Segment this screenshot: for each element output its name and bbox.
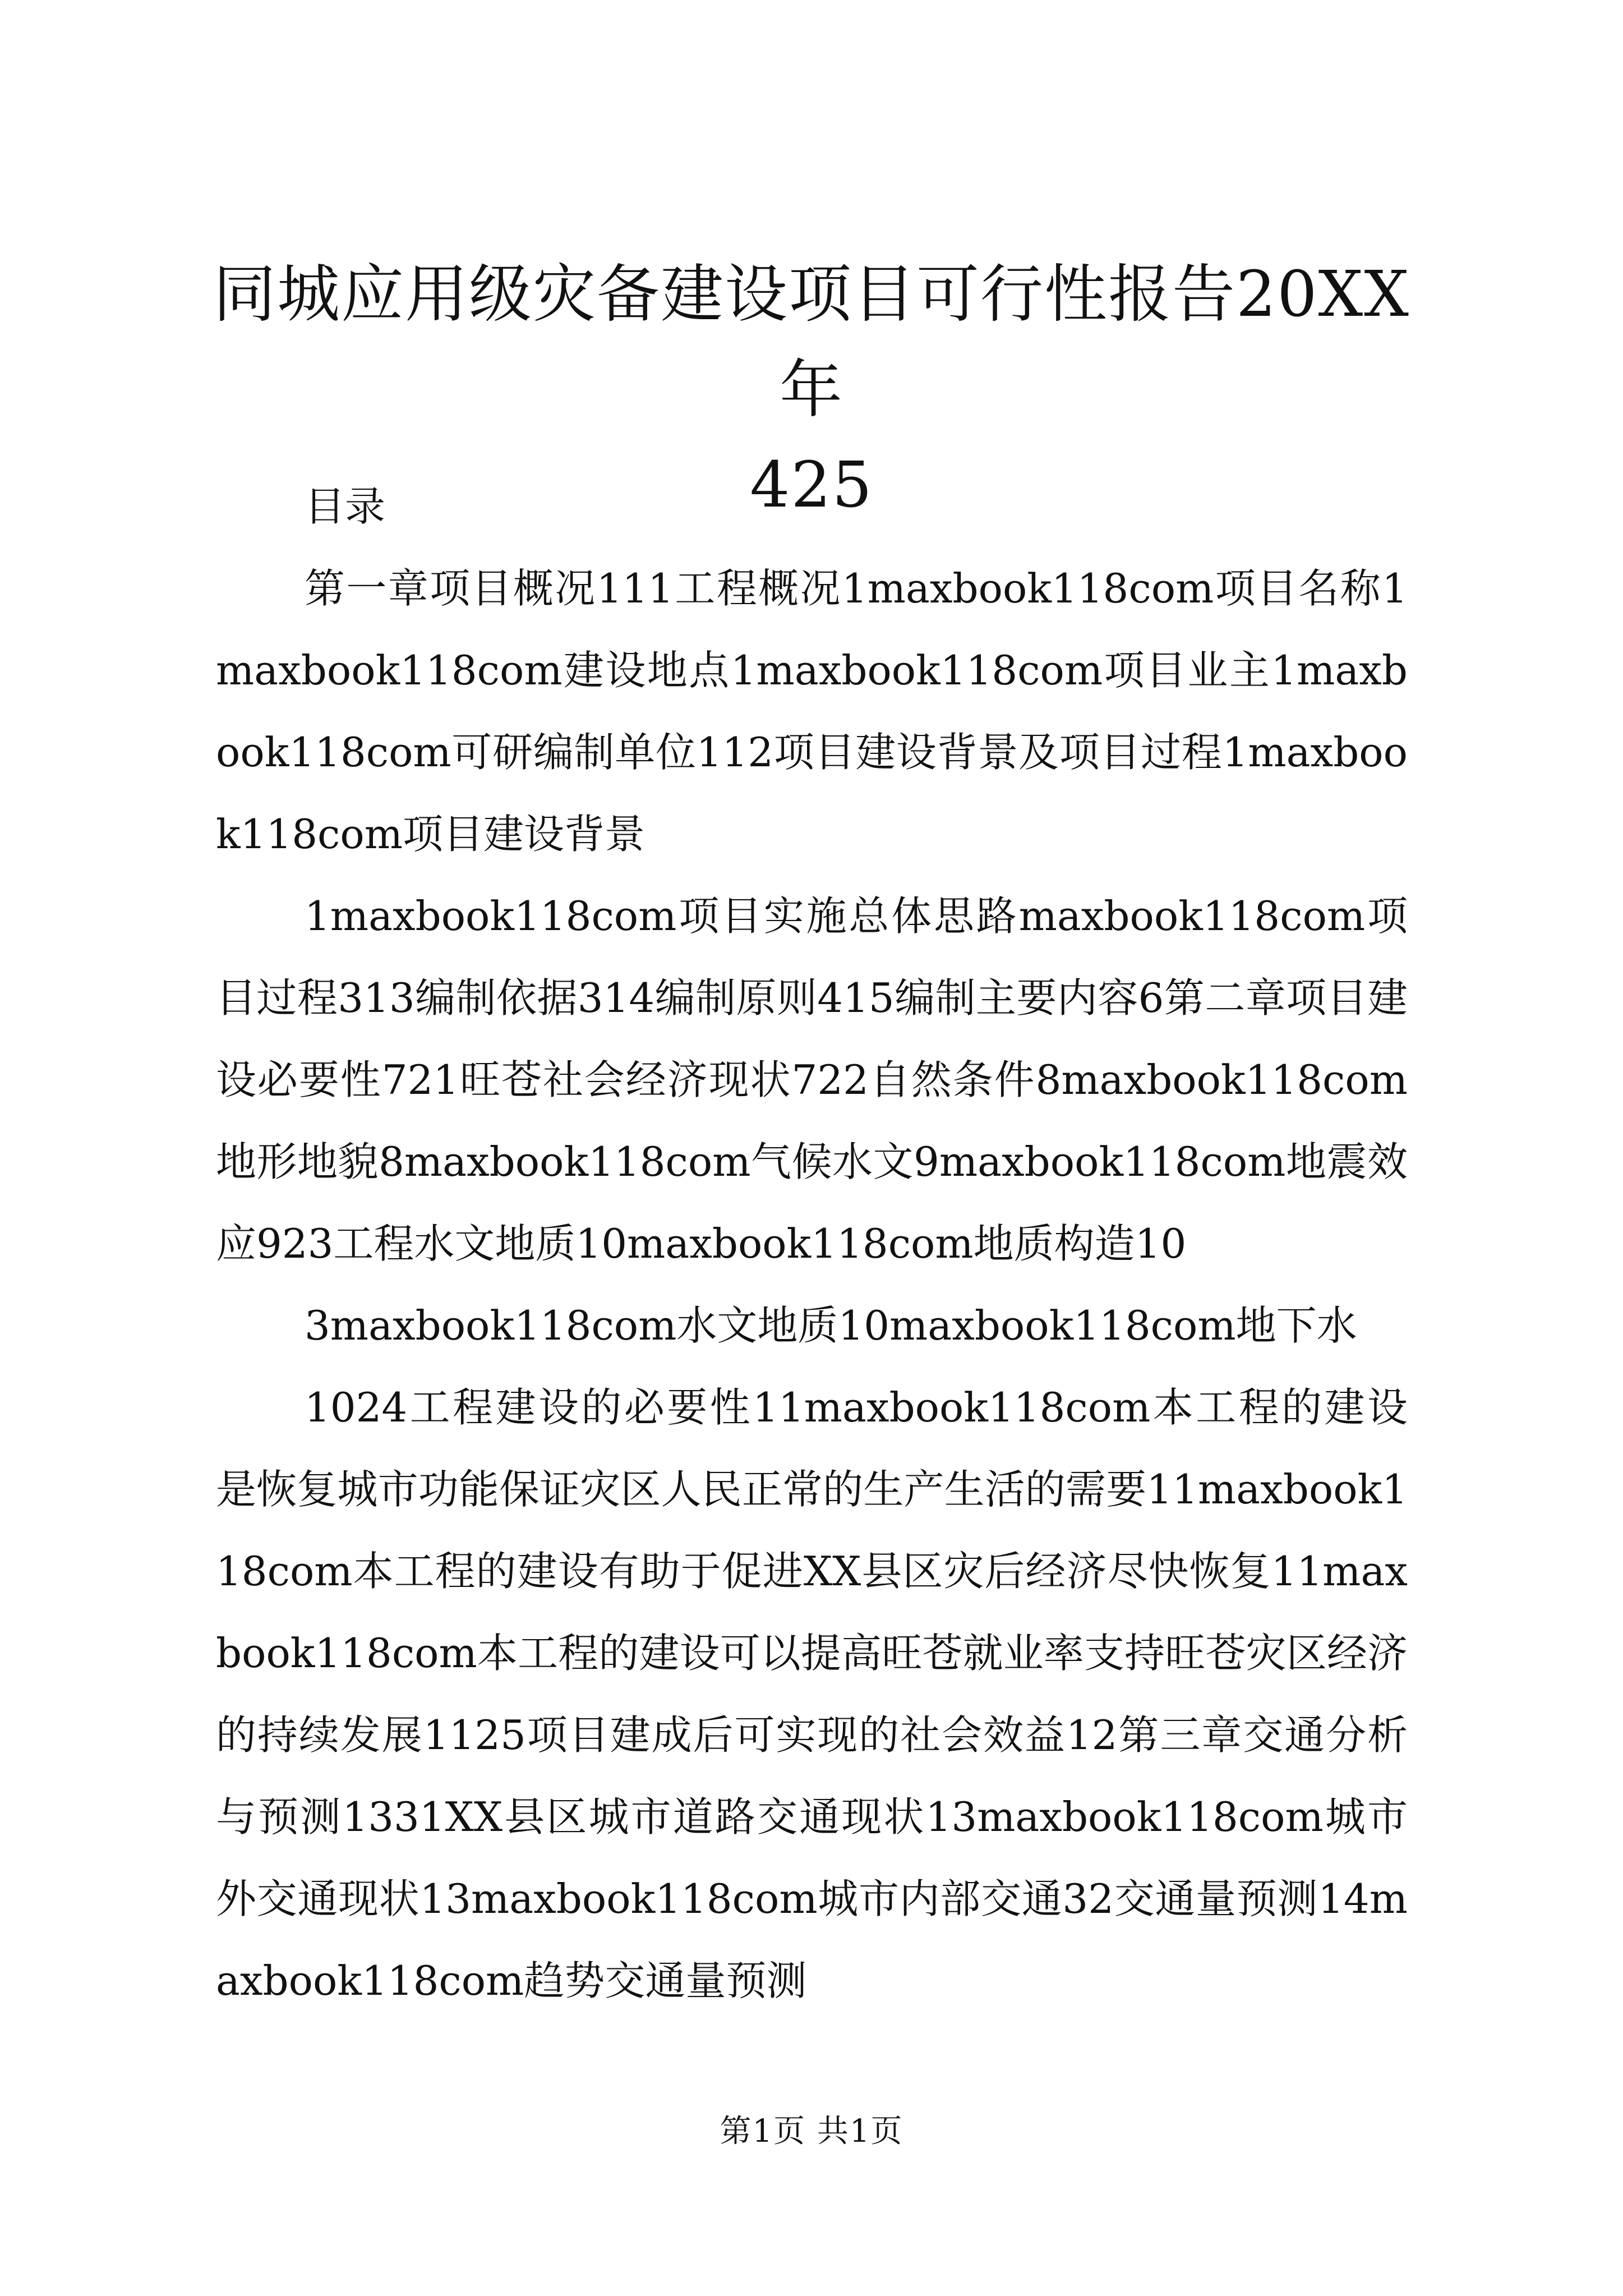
toc-paragraph-2: 1maxbook118com项目实施总体思路maxbook118com项目过程313编制依据314编制原则415编制主要内容6第二章项目建设必要性721旺苍社会经济现状722自然条件8maxbook118com地形地貌8maxbook118com气候水文9maxbook118com地震效应923工程水文地质10maxbook118com地质构造10 (216, 892, 1408, 1267)
toc-heading: 目录 (305, 483, 386, 530)
document-title-line-2: 425 (750, 449, 873, 522)
toc-paragraph-4: 1024工程建设的必要性11maxbook118com本工程的建设是恢复城市功能保证灾区人民正常的生产生活的需要11maxbook118com本工程的建设有助于促进XX县区灾后经济尽快恢复11maxbook118com本工程的建设可以提高旺苍就业率支持旺苍灾区经济的持续发展1125项目建成后可实现的社会效益12第三章交通分析与预测1331XX县区城市道路交通现状13maxbook118com城市外交通现状13maxbook118com城市内部交通32交通量预测14maxbook118com趋势交通量预测 (216, 1384, 1408, 2004)
toc-paragraph-1: 第一章项目概况111工程概况1maxbook118com项目名称1maxbook118com建设地点1maxbook118com项目业主1maxbook118com可研编制单位112项目建设背景及项目过程1maxbook118com项目建设背景 (216, 565, 1408, 858)
page-footer: 第1页 共1页 (720, 2113, 903, 2150)
document-body (216, 466, 1408, 2022)
toc-paragraph-3: 3maxbook118com水文地质10maxbook118com地下水 (305, 1302, 1357, 1349)
document-title-line-1: 同城应用级灾备建设项目可行性报告20XX年 (213, 258, 1410, 426)
